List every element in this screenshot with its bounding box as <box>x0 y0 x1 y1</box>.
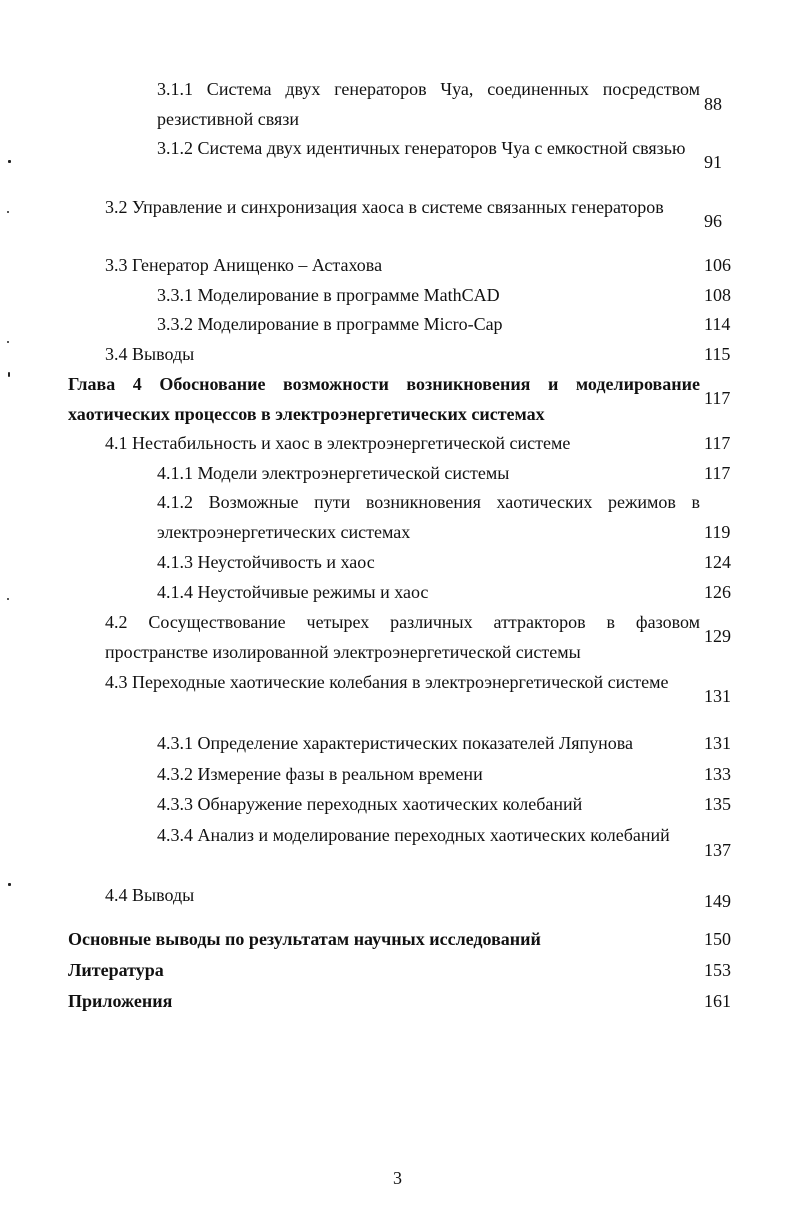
toc-entry-title: 3.3 Генератор Анищенко – Астахова <box>105 255 383 275</box>
toc-entry <box>157 789 700 819</box>
toc-entry <box>105 250 700 280</box>
toc-entry <box>157 820 700 850</box>
toc-page-number: 131 <box>704 733 731 753</box>
toc-entry-title: 4.3.3 Обнаружение переходных хаотических колебаний <box>157 794 583 814</box>
toc-page-number: 108 <box>704 285 731 305</box>
toc-entry-title: 4.1.3 Неустойчивость и хаос <box>157 552 375 572</box>
toc-entry <box>157 728 700 758</box>
toc-entry-title: 3.1.1 Система двух генераторов Чуа, соединенных посредством резистивной связи <box>157 79 700 129</box>
toc-chapter-entry <box>68 369 700 429</box>
toc-entry-title: 4.2 Сосуществование четырех различных аттракторов в фазовом пространстве изолированной электроэнергетической системы <box>105 612 700 662</box>
toc-entry <box>157 577 700 607</box>
scan-speck <box>8 883 11 886</box>
toc-page-number: 131 <box>704 686 731 706</box>
toc-page-number: 161 <box>704 991 731 1011</box>
toc-chapter-entry <box>68 955 700 985</box>
toc-page-number: 129 <box>704 626 731 646</box>
page-number-footer: 3 <box>393 1168 402 1188</box>
toc-entry <box>157 759 700 789</box>
toc-entry-title: 3.1.2 Система двух идентичных генераторов Чуа с емкостной связью <box>157 138 686 158</box>
toc-page-number: 114 <box>704 314 731 334</box>
toc-page-number: 91 <box>704 152 722 172</box>
toc-entry-title: 3.3.2 Моделирование в программе Micro-Cap <box>157 314 503 334</box>
toc-entry <box>157 458 700 488</box>
scan-speck <box>7 341 9 343</box>
toc-page-number: 117 <box>704 463 731 483</box>
toc-entry-title: 4.1 Нестабильность и хаос в электроэнергетической системе <box>105 433 571 453</box>
toc-entry-title: Литература <box>68 960 164 980</box>
toc-entry-title: Глава 4 Обоснование возможности возникновения и моделирование хаотических процессов в электроэнергетических системах <box>68 374 700 424</box>
toc-page-number: 133 <box>704 764 731 784</box>
toc-entry <box>105 192 700 222</box>
toc-entry <box>105 428 700 458</box>
toc-entry <box>105 339 700 369</box>
toc-page-number: 117 <box>704 388 731 408</box>
toc-page-number: 126 <box>704 582 731 602</box>
toc-entry <box>157 309 700 339</box>
toc-page-number: 149 <box>704 891 731 911</box>
toc-entry <box>157 74 700 134</box>
toc-entry-title: 4.1.4 Неустойчивые режимы и хаос <box>157 582 429 602</box>
toc-entry-title: 4.3.2 Измерение фазы в реальном времени <box>157 764 483 784</box>
toc-entry <box>105 667 700 697</box>
toc-page-number: 124 <box>704 552 731 572</box>
toc-entry-title: 4.3.4 Анализ и моделирование переходных хаотических колебаний <box>157 825 670 845</box>
toc-entry <box>157 547 700 577</box>
toc-entry-title: 4.1.1 Модели электроэнергетической системы <box>157 463 510 483</box>
toc-entry <box>105 880 700 910</box>
toc-entry <box>157 280 700 310</box>
toc-chapter-entry <box>68 924 700 954</box>
toc-entry <box>157 133 700 163</box>
toc-page-number: 119 <box>704 522 731 542</box>
scan-speck <box>8 372 10 377</box>
scan-speck <box>7 211 9 213</box>
toc-page-number: 135 <box>704 794 731 814</box>
scan-speck <box>8 160 11 163</box>
toc-entry-title: 3.3.1 Моделирование в программе MathCAD <box>157 285 500 305</box>
toc-entry-title: 3.4 Выводы <box>105 344 195 364</box>
toc-page-number: 150 <box>704 929 731 949</box>
toc-page-number: 96 <box>704 211 722 231</box>
toc-entry-title: 3.2 Управление и синхронизация хаоса в системе связанных генераторов <box>105 197 664 217</box>
toc-entry <box>105 607 700 667</box>
toc-page-number: 153 <box>704 960 731 980</box>
toc-page-number: 137 <box>704 840 731 860</box>
toc-entry-title: Основные выводы по результатам научных исследований <box>68 929 541 949</box>
toc-entry-title: 4.1.2 Возможные пути возникновения хаотических режимов в электроэнергетических системах <box>157 492 700 542</box>
toc-entry-title: 4.4 Выводы <box>105 885 195 905</box>
toc-entry <box>157 487 700 547</box>
toc-entry-title: 4.3.1 Определение характеристических показателей Ляпунова <box>157 733 634 753</box>
toc-entry-title: Приложения <box>68 991 173 1011</box>
toc-chapter-entry <box>68 986 700 1016</box>
toc-entry-title: 4.3 Переходные хаотические колебания в электроэнергетической системе <box>105 672 669 692</box>
toc-page-number: 115 <box>704 344 731 364</box>
toc-page-number: 106 <box>704 255 731 275</box>
toc-page-number: 88 <box>704 94 722 114</box>
scan-speck <box>7 598 9 600</box>
toc-page-number: 117 <box>704 433 731 453</box>
